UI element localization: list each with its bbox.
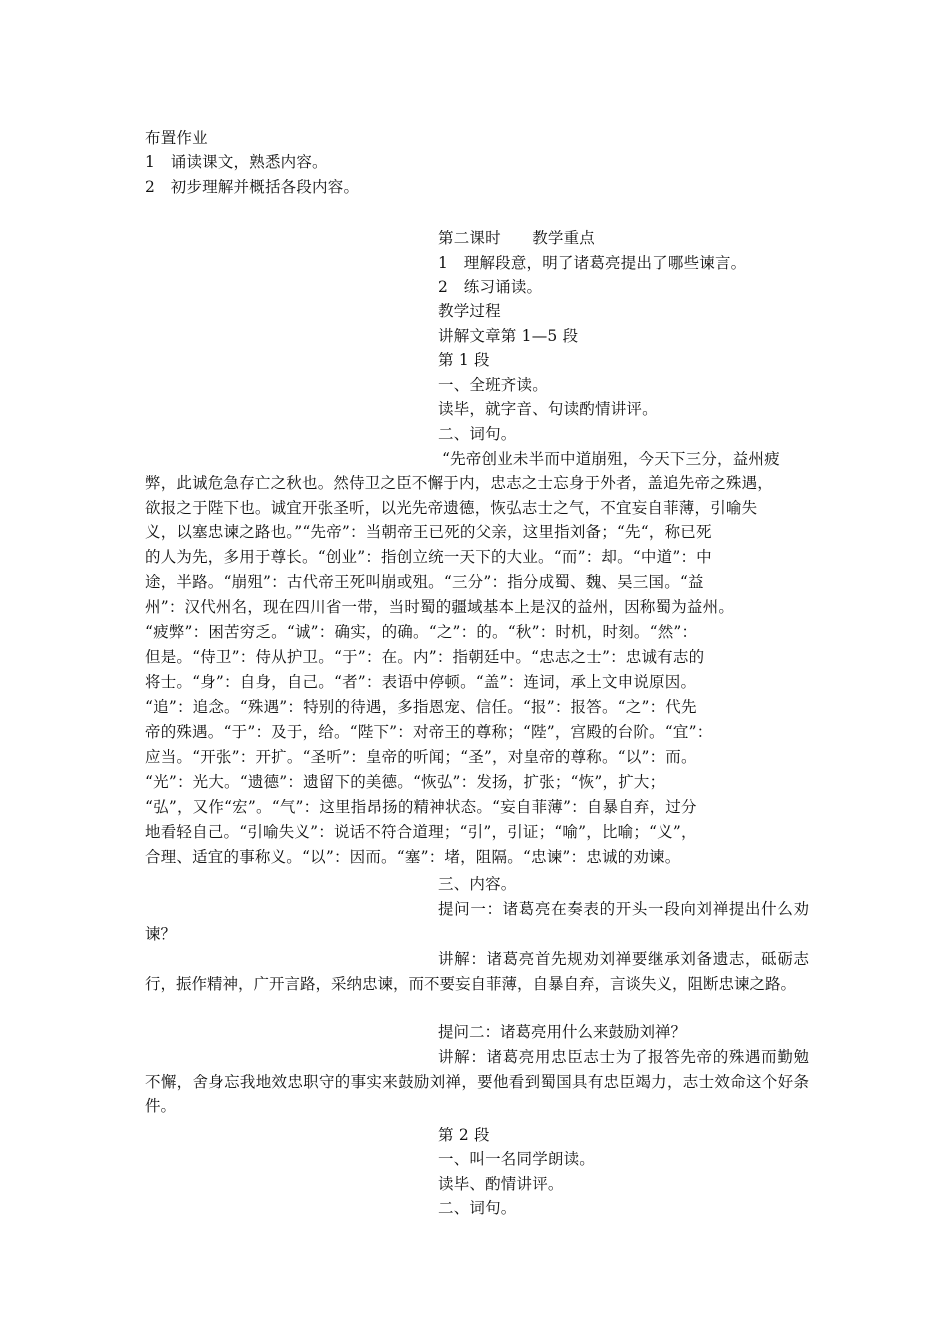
- gloss-line: 途，半路。“崩殂”：古代帝王死叫崩或殂。“三分”：指分成蜀、魏、吴三国。“益: [145, 573, 704, 591]
- para1-title: 第 1 段: [438, 351, 490, 369]
- gloss-line: 将士。“身”：自身，自己。“者”：表语中停顿。“盖”：连词，承上文申说原因。: [145, 673, 697, 691]
- explain-title: 讲解文章第 1—5 段: [438, 327, 579, 345]
- question-1: 提问一：诸葛亮在奏表的开头一段向刘禅提出什么劝谏？: [145, 900, 809, 943]
- homework-item-2: 2 初步理解并概括各段内容。: [145, 178, 360, 196]
- para1-step3: 三、内容。: [438, 875, 517, 893]
- homework-title: 布置作业: [145, 129, 208, 147]
- homework-item-1: 1 诵读课文，熟悉内容。: [145, 153, 328, 171]
- quote-line: 欲报之于陛下也。诚宜开张圣听，以光先帝遗德，恢弘志士之气，不宜妄自菲薄，引喻失: [145, 499, 758, 517]
- process-title: 教学过程: [438, 302, 501, 320]
- answer-2: 讲解：诸葛亮用忠臣志士为了报答先帝的殊遇而勤勉不懈，舍身忘我地效忠职守的事实来鼓励刘禅，要他看到蜀国具有忠臣竭力，志士效命这个好条件。: [145, 1048, 809, 1116]
- para1-step1-note: 读毕，就字音、句读酌情讲评。: [438, 400, 658, 418]
- quote-line: “先帝创业未半而中道崩殂，今天下三分，益州疲: [442, 450, 780, 468]
- quote-line: 义，以塞忠谏之路也。”“先帝”：当朝帝王已死的父亲，这里指刘备；“先“，称已死: [145, 523, 712, 541]
- question-2: 提问二：诸葛亮用什么来鼓励刘禅？: [438, 1023, 687, 1041]
- gloss-line: 地看轻自己。“引喻失义”：说话不符合道理；“引”，引证；“喻”，比喻；“义”，: [145, 823, 697, 841]
- para1-step2: 二、词句。: [438, 425, 517, 443]
- gloss-line: 但是。“侍卫”：侍从护卫。“于”：在。内”：指朝廷中。“忠志之士”：忠诚有志的: [145, 648, 705, 666]
- para2-step1: 一、叫一名同学朗读。: [438, 1150, 596, 1168]
- gloss-line: 应当。“开张”：开扩。“圣听”：皇帝的听闻；“圣”，对皇帝的尊称。“以”：而。: [145, 748, 697, 766]
- gloss-line: 的人为先，多用于尊长。“创业”：指创立统一天下的大业。“而”：却。“中道”：中: [145, 548, 712, 566]
- gloss-line: “疲弊”：困苦穷乏。“诚”：确实，的确。“之”：的。“秋”：时机，时刻。“然”：: [145, 623, 698, 641]
- gloss-line: 帝的殊遇。“于”：及于，给。“陛下”：对帝王的尊称；“陛”，宫殿的台阶。“宜”：: [145, 723, 713, 741]
- para2-step2: 二、词句。: [438, 1199, 517, 1217]
- lesson2-header: 第二课时 教学重点: [438, 229, 596, 247]
- focus-point-1: 1 理解段意，明了诸葛亮提出了哪些谏言。: [438, 254, 747, 272]
- gloss-line: “弘”，又作“宏”。“气”：这里指昂扬的精神状态。“妄自菲薄”：自暴自弃，过分: [145, 798, 697, 816]
- para1-step1: 一、全班齐读。: [438, 376, 548, 394]
- para2-step1-note: 读毕、酌情讲评。: [438, 1175, 564, 1193]
- focus-point-2: 2 练习诵读。: [438, 278, 543, 296]
- answer-1: 讲解：诸葛亮首先规劝刘禅要继承刘备遗志，砥砺志行，振作精神，广开言路，采纳忠谏，而不要妄自菲薄，自暴自弃，言谈失义，阻断忠谏之路。: [145, 950, 809, 993]
- gloss-line: 合理、适宜的事称义。“以”：因而。“塞”：堵，阻隔。“忠谏”：忠诚的劝谏。: [145, 848, 681, 866]
- para2-title: 第 2 段: [438, 1126, 490, 1144]
- gloss-line: “光”：光大。“遗德”：遗留下的美德。“恢弘”：发扬，扩张；“恢”，扩大；: [145, 773, 666, 791]
- gloss-line: 州”：汉代州名，现在四川省一带，当时蜀的疆域基本上是汉的益州，因称蜀为益州。: [145, 598, 735, 616]
- gloss-line: “追”：追念。“殊遇”：特别的待遇，多指恩宠、信任。“报”：报答。“之”：代先: [145, 698, 697, 716]
- quote-line: 弊，此诚危急存亡之秋也。然侍卫之臣不懈于内，忠志之士忘身于外者，盖追先帝之殊遇，: [145, 474, 774, 492]
